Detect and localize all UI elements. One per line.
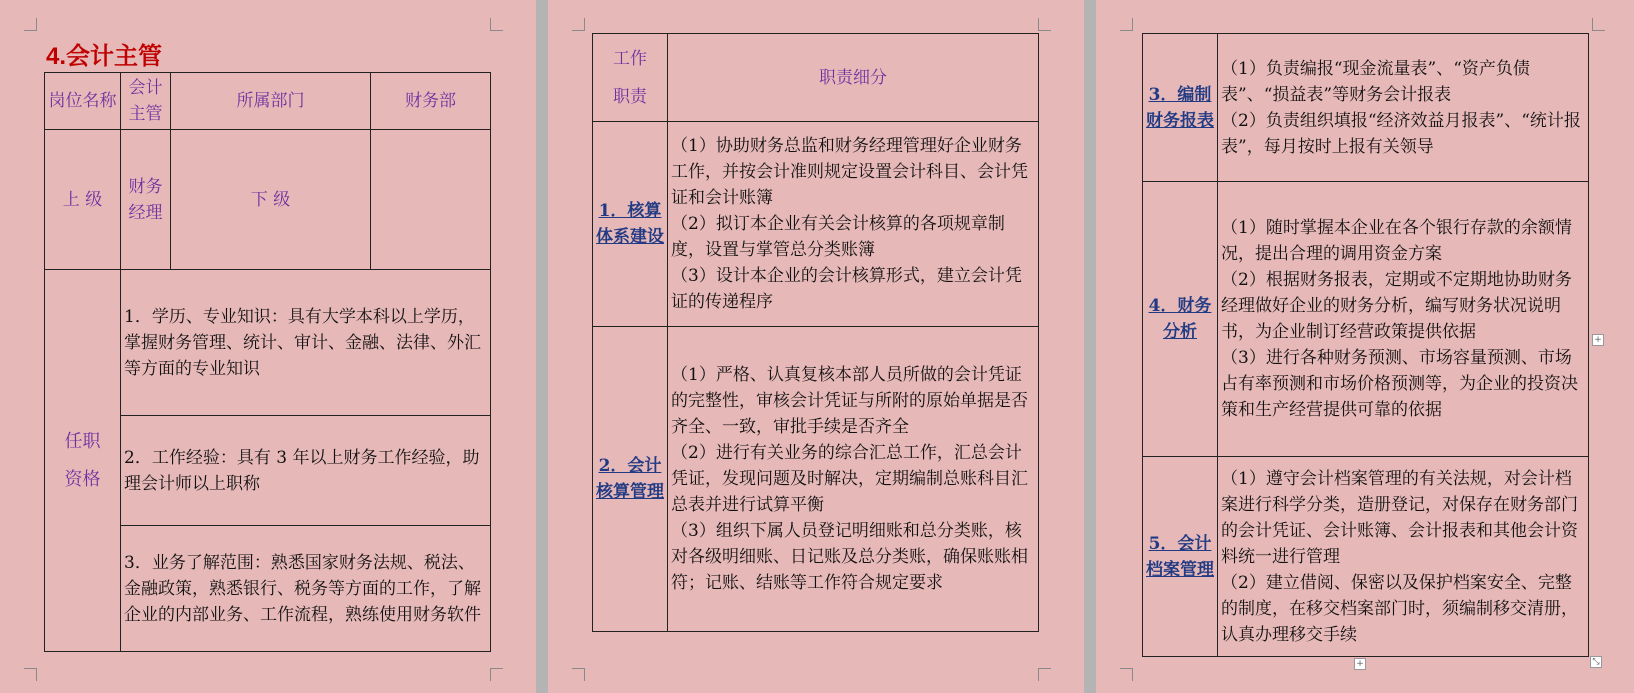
crop-mark xyxy=(1038,18,1051,31)
duty-link[interactable]: 5．会计档案管理 xyxy=(1143,457,1218,657)
detail-item: （1）严格、认真复核本部人员所做的会计凭证的完整性，审核会计凭证与所附的原始单据是否齐全、一致，审批手续是否齐全 xyxy=(671,365,1028,437)
header-duty: 工作职责 xyxy=(593,34,668,122)
page-title: 4.会计主管 xyxy=(46,43,163,70)
crop-mark xyxy=(490,18,503,31)
qualification-item: 3．业务了解范围：熟悉国家财务法规、税法、金融政策，熟悉银行、税务等方面的工作，了解企业的内部业务、工作流程，熟练使用财务软件 xyxy=(121,526,491,652)
crop-mark xyxy=(490,668,503,681)
crop-mark xyxy=(1038,668,1051,681)
table-add-row-handle[interactable]: + xyxy=(1354,658,1366,670)
detail-item: （3）设计本企业的会计核算形式，建立会计凭证的传递程序 xyxy=(671,266,1022,312)
page-gap xyxy=(1084,0,1096,693)
crop-mark xyxy=(1592,18,1605,31)
document-page-2 xyxy=(548,0,1084,693)
dept-label: 所属部门 xyxy=(171,73,371,130)
header-detail: 职责细分 xyxy=(668,34,1039,122)
duty-link[interactable]: 4．财务分析 xyxy=(1143,182,1218,457)
document-page-1 xyxy=(0,0,536,693)
detail-item: （1）遵守会计档案管理的有关法规，对会计档案进行科学分类，造册登记，对保存在财务部门的会计凭证、会计账簿、会计报表和其他会计资料统一进行管理 xyxy=(1221,468,1578,567)
detail-item: （3）进行各种财务预测、市场容量预测、市场占有率预测和市场价格预测等，为企业的投资决策和生产经营提供可靠的依据 xyxy=(1221,348,1578,420)
detail-item: （1）负责编报“现金流量表”、“资产负债表”、“损益表”等财务会计报表 xyxy=(1221,58,1530,105)
dept-value: 财务部 xyxy=(371,73,491,130)
position-value: 会计主管 xyxy=(121,73,171,130)
duty-details xyxy=(1218,182,1589,457)
duty-details xyxy=(1218,457,1589,657)
detail-item: （2）根据财务报表，定期或不定期地协助财务经理做好企业的财务分析，编写财务状况说明书，为企业制订经营政策提供依据 xyxy=(1221,270,1572,342)
position-label: 岗位名称 xyxy=(45,73,121,130)
detail-item: （3）组织下属人员登记明细账和总分类账，核对各级明细账、日记账及总分类账，确保账账相符；记账、结账等工作符合规定要求 xyxy=(671,521,1028,593)
subordinate-value xyxy=(371,130,491,270)
crop-mark xyxy=(1120,18,1133,31)
crop-mark xyxy=(24,18,37,31)
table-add-column-handle[interactable]: + xyxy=(1592,334,1604,346)
crop-mark xyxy=(572,18,585,31)
detail-item: （2）建立借阅、保密以及保护档案安全、完整的制度，在移交档案部门时，须编制移交清册，认真办理移交手续 xyxy=(1221,572,1578,645)
duty-table xyxy=(592,33,1039,632)
detail-item: （1）随时掌握本企业在各个银行存款的余额情况，提出合理的调用资金方案 xyxy=(1221,218,1572,264)
detail-item: （2）拟订本企业有关会计核算的各项规章制度，设置与掌管总分类账簿 xyxy=(671,214,1005,260)
superior-value: 财务经理 xyxy=(121,130,171,270)
page-gap xyxy=(536,0,548,693)
duty-link[interactable]: 1．核算体系建设 xyxy=(593,122,668,327)
qualification-label: 任职资格 xyxy=(45,270,121,652)
superior-label: 上 级 xyxy=(45,130,121,270)
table-resize-handle[interactable]: ⤡ xyxy=(1590,656,1602,668)
duty-table-continued xyxy=(1142,33,1589,657)
detail-item: （1）协助财务总监和财务经理管理好企业财务工作，并按会计准则规定设置会计科目、会计凭证和会计账簿 xyxy=(671,136,1028,208)
detail-item: （2）负责组织填报“经济效益月报表”、“统计报表”，每月按时上报有关领导 xyxy=(1221,110,1581,157)
qualification-item: 1．学历、专业知识：具有大学本科以上学历，掌握财务管理、统计、审计、金融、法律、外汇等方面的专业知识 xyxy=(121,270,491,416)
duty-link[interactable]: 2．会计核算管理 xyxy=(593,327,668,632)
duty-details xyxy=(668,327,1039,632)
crop-mark xyxy=(24,668,37,681)
document-page-3 xyxy=(1096,0,1634,693)
crop-mark xyxy=(572,668,585,681)
duty-link[interactable]: 3．编制财务报表 xyxy=(1143,34,1218,182)
duty-details xyxy=(668,122,1039,327)
job-info-table xyxy=(44,72,491,652)
duty-details xyxy=(1218,34,1589,182)
detail-item: （2）进行有关业务的综合汇总工作，汇总会计凭证，发现问题及时解决，定期编制总账科目汇总表并进行试算平衡 xyxy=(671,443,1028,515)
crop-mark xyxy=(1120,668,1133,681)
subordinate-label: 下 级 xyxy=(171,130,371,270)
qualification-item: 2．工作经验：具有 3 年以上财务工作经验，助理会计师以上职称 xyxy=(121,416,491,526)
